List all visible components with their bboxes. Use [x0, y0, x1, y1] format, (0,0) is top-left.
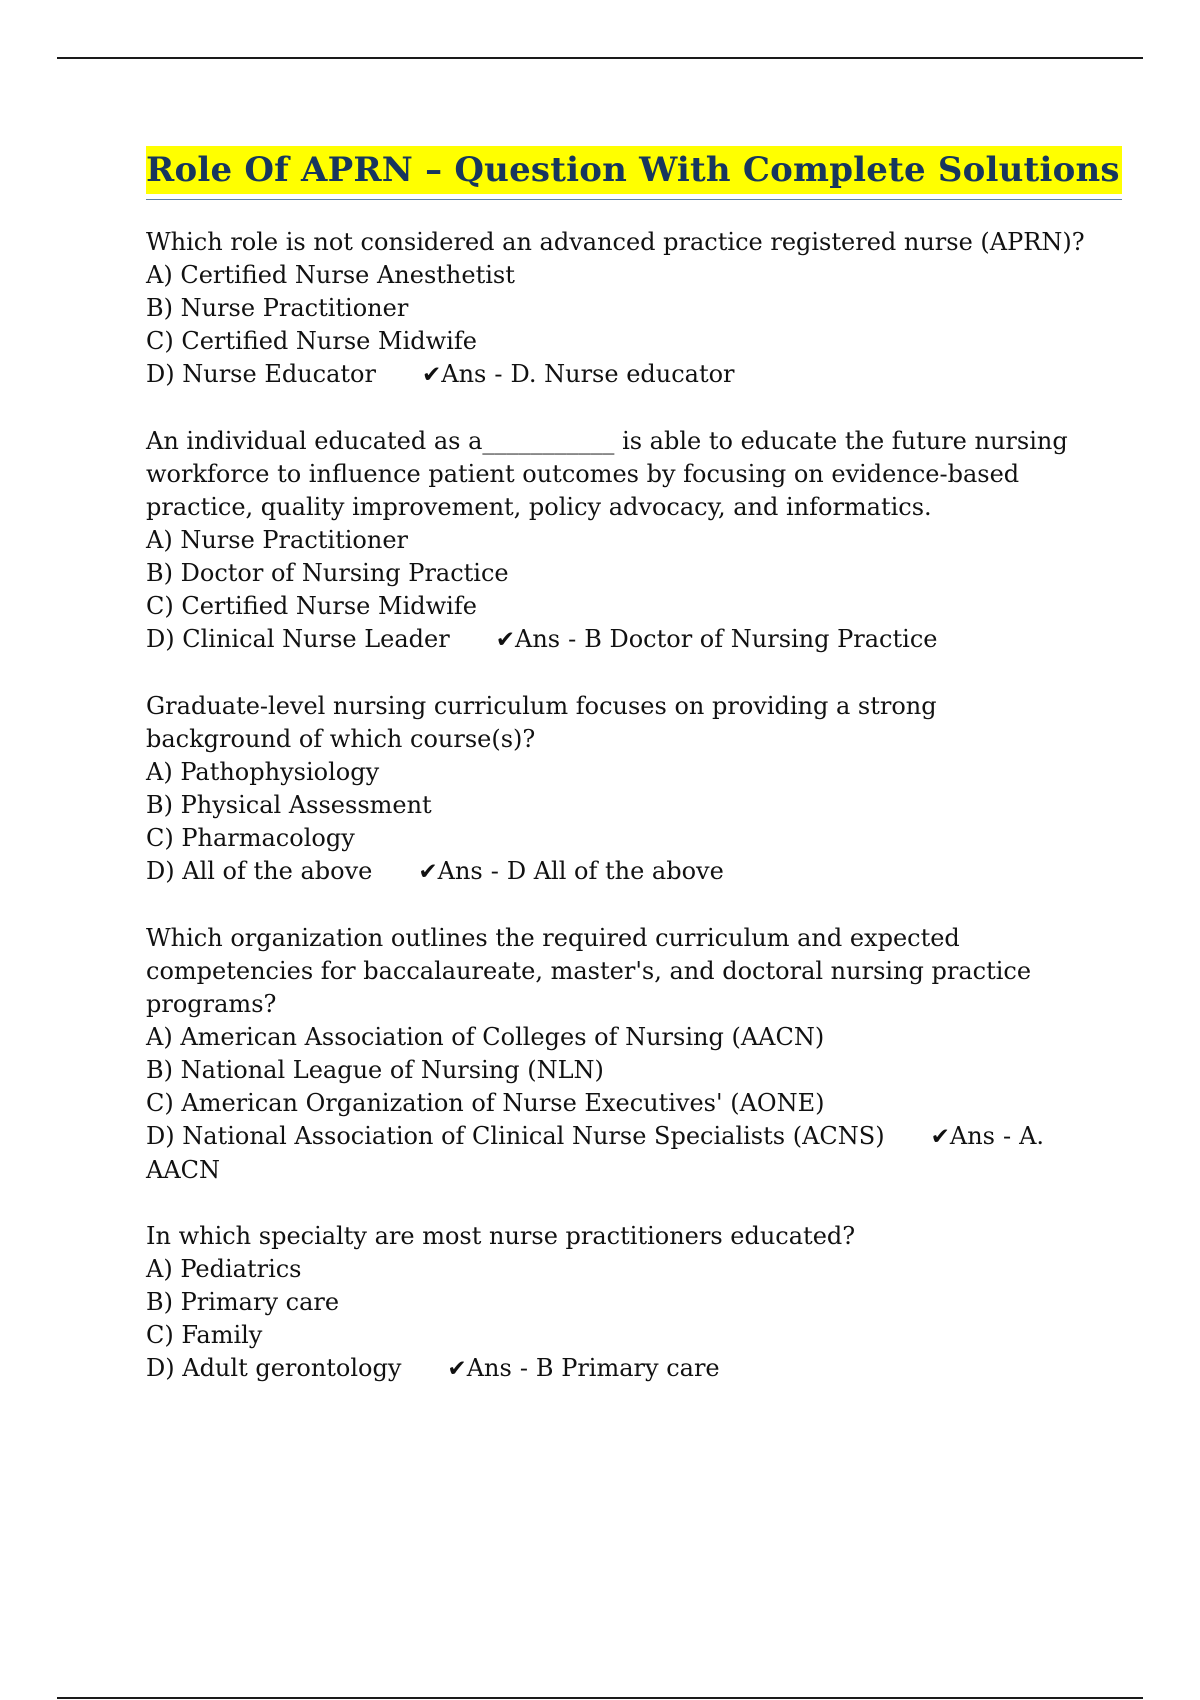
answer-line	[146, 623, 1086, 657]
answer-option: D) National Association of Clinical Nurse Specialists (ACNS)	[146, 1122, 885, 1150]
question-block	[146, 226, 1086, 392]
answer-line	[146, 1352, 1086, 1386]
question-text: An individual educated as a___________ is able to educate the future nursing workforce to influence patient outcomes by focusing on evidence-based practice, quality improvement, policy advocacy, and informatics.	[146, 427, 1068, 521]
answer-key	[418, 857, 723, 885]
answer-line	[146, 855, 1086, 889]
checkmark-icon: ✔	[421, 362, 442, 388]
question-block	[146, 1220, 1086, 1386]
checkmark-icon: ✔	[418, 859, 438, 885]
correct-answer: A. AACN	[146, 1122, 1045, 1184]
checkmark-icon: ✔	[495, 627, 515, 653]
answer-option: B) National League of Nursing (NLN)	[146, 1056, 604, 1084]
ans-label: Ans	[949, 1122, 995, 1150]
answer-option: A) Pediatrics	[146, 1255, 302, 1283]
question-text: Which organization outlines the required curriculum and expected competencies for baccalaureate, master's, and doctoral nursing practice programs?	[146, 924, 1032, 1018]
ans-separator: -	[1002, 1122, 1012, 1150]
bottom-rule	[57, 1697, 1143, 1699]
answer-key	[496, 625, 938, 653]
document-body	[146, 146, 1120, 1386]
correct-answer: B Primary care	[535, 1354, 720, 1382]
correct-answer: B Doctor of Nursing Practice	[584, 625, 938, 653]
answer-option: C) Pharmacology	[146, 824, 355, 852]
checkmark-icon: ✔	[447, 1356, 467, 1382]
question-text: Graduate-level nursing curriculum focuses on providing a strong background of which course(s)?	[146, 692, 937, 753]
answer-option: C) Certified Nurse Midwife	[146, 327, 477, 355]
answer-option: D) Adult gerontology	[146, 1354, 402, 1382]
ans-label: Ans	[466, 1354, 512, 1382]
ans-separator: -	[494, 360, 503, 388]
answer-option: A) Certified Nurse Anesthetist	[146, 261, 515, 289]
answer-option: B) Nurse Practitioner	[146, 294, 409, 322]
question-block	[146, 922, 1086, 1187]
answer-option: B) Physical Assessment	[146, 791, 432, 819]
answer-option: A) Pathophysiology	[146, 758, 380, 786]
answer-line	[146, 1120, 1086, 1187]
checkmark-icon: ✔	[930, 1124, 950, 1150]
correct-answer: D. Nurse educator	[510, 360, 735, 388]
answer-option: D) Nurse Educator	[146, 360, 376, 388]
top-rule	[57, 57, 1143, 59]
answer-option: B) Primary care	[146, 1288, 340, 1316]
answer-option: C) Family	[146, 1321, 263, 1349]
title-underline	[146, 146, 1122, 200]
answer-key	[422, 360, 735, 388]
answer-option: B) Doctor of Nursing Practice	[146, 559, 509, 587]
ans-label: Ans	[514, 625, 561, 653]
ans-label: Ans	[437, 857, 483, 885]
answer-key	[447, 1354, 719, 1382]
answer-option: A) American Association of Colleges of Nursing (AACN)	[146, 1023, 825, 1051]
question-block	[146, 690, 1086, 889]
ans-separator: -	[519, 1354, 528, 1382]
answer-line	[146, 358, 1086, 392]
ans-label: Ans	[441, 360, 487, 388]
ans-separator: -	[490, 857, 499, 885]
document-title: Role Of APRN – Question With Complete Solutions	[146, 146, 1122, 194]
answer-option: D) Clinical Nurse Leader	[146, 625, 450, 653]
answer-option: A) Nurse Practitioner	[146, 526, 408, 554]
question-text: In which specialty are most nurse practitioners educated?	[146, 1222, 856, 1250]
answer-option: C) Certified Nurse Midwife	[146, 592, 477, 620]
answer-option: D) All of the above	[146, 857, 373, 885]
question-text: Which role is not considered an advanced practice registered nurse (APRN)?	[146, 228, 1085, 256]
answer-option: C) American Organization of Nurse Executives' (AONE)	[146, 1089, 825, 1117]
correct-answer: D All of the above	[506, 857, 724, 885]
ans-separator: -	[568, 625, 577, 653]
question-block	[146, 425, 1086, 657]
